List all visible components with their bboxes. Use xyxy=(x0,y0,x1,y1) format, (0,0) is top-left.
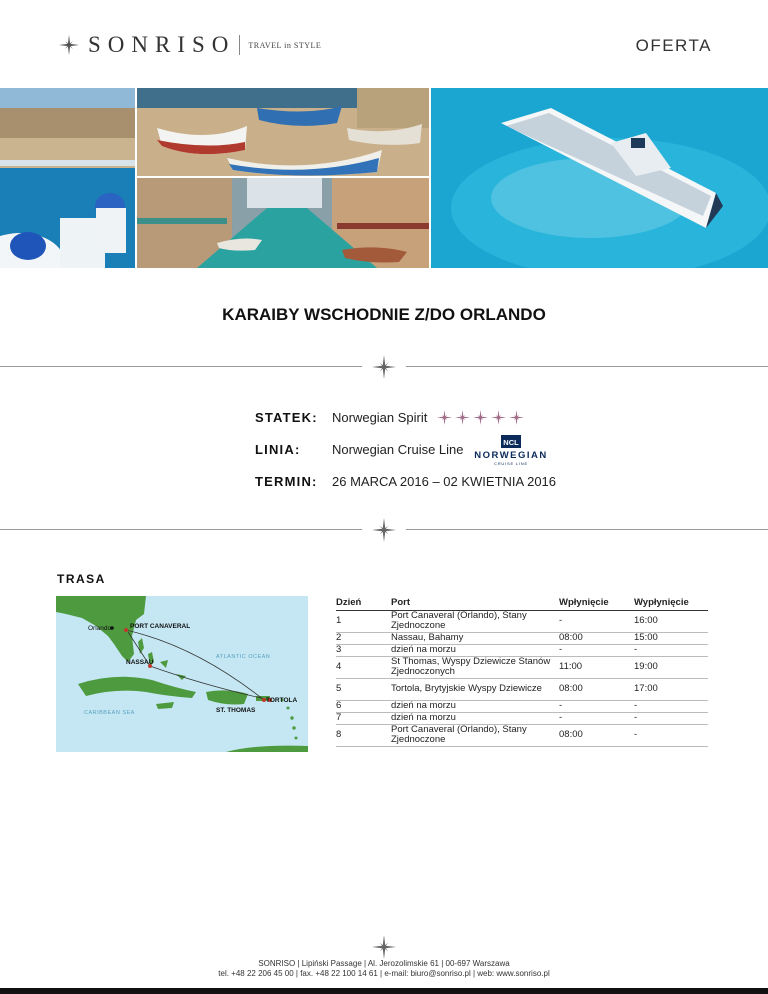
col-header-day: Dzień xyxy=(336,595,391,610)
photo-cruise-ship xyxy=(431,88,768,268)
section-divider xyxy=(0,355,768,379)
photo-fishing-boats xyxy=(137,88,429,176)
offer-label: OFERTA xyxy=(635,36,712,55)
rating-star-icon xyxy=(455,410,470,425)
brand-logo xyxy=(58,33,321,57)
ship-value: Norwegian Spirit xyxy=(332,410,428,425)
footer-address: SONRISO | Lipiński Passage | Al. Jerozolimskie 61 | 00-697 Warszawa xyxy=(258,959,510,968)
photo-santorini xyxy=(0,88,135,268)
term-label: TERMIN: xyxy=(255,474,318,489)
table-row xyxy=(336,644,708,656)
cell-port: dzień na morzu xyxy=(391,700,559,712)
compass-star-icon xyxy=(372,518,396,542)
col-header-arrive: Wpłynięcie xyxy=(559,595,634,610)
map-label-port-canaveral: PORT CANAVERAL xyxy=(130,623,191,630)
cell-day: 5 xyxy=(336,678,391,700)
table-row xyxy=(336,678,708,700)
cell-arrive: - xyxy=(559,700,634,712)
map-label-atlantic: ATLANTIC OCEAN xyxy=(216,654,271,660)
cell-depart: - xyxy=(634,724,708,746)
brand-name: SONRISO xyxy=(88,32,236,57)
cell-arrive: 11:00 xyxy=(559,656,634,678)
compass-star-icon xyxy=(372,935,396,959)
footer-contacts: tel. +48 22 206 45 00 | fax. +48 22 100 14 61 | e-mail: biuro@sonriso.pl | web: www.sonriso.pl xyxy=(218,969,550,978)
itinerary-table xyxy=(336,595,708,747)
svg-text:CRUISE LINE: CRUISE LINE xyxy=(494,461,528,466)
table-row xyxy=(336,712,708,724)
cell-port: Tortola, Brytyjskie Wyspy Dziewicze xyxy=(391,678,559,700)
cell-day: 2 xyxy=(336,632,391,644)
cell-port: dzień na morzu xyxy=(391,644,559,656)
rating-star-icon xyxy=(473,410,488,425)
map-label-caribbean: CARIBBEAN SEA xyxy=(84,710,135,716)
table-row xyxy=(336,724,708,746)
route-map xyxy=(56,596,308,752)
section-divider xyxy=(0,518,768,542)
table-row xyxy=(336,656,708,678)
rating-star-icon xyxy=(491,410,506,425)
cell-arrive: 08:00 xyxy=(559,724,634,746)
cell-arrive: - xyxy=(559,644,634,656)
cell-depart: - xyxy=(634,644,708,656)
table-row xyxy=(336,632,708,644)
cell-day: 4 xyxy=(336,656,391,678)
cell-depart: 19:00 xyxy=(634,656,708,678)
bottom-bar xyxy=(0,988,768,994)
cell-arrive: - xyxy=(559,610,634,632)
map-label-nassau: NASSAU xyxy=(126,659,154,666)
cell-port: Port Canaveral (Orlando), Stany Zjednoczone xyxy=(391,724,559,746)
cell-arrive: 08:00 xyxy=(559,632,634,644)
cell-arrive: - xyxy=(559,712,634,724)
ship-label: STATEK: xyxy=(255,410,318,425)
map-label-st-thomas: ST. THOMAS xyxy=(216,707,256,714)
cell-day: 3 xyxy=(336,644,391,656)
cell-arrive: 08:00 xyxy=(559,678,634,700)
logo-separator xyxy=(239,35,240,55)
rating-star-icon xyxy=(437,410,452,425)
cell-port: Port Canaveral (Orlando), Stany Zjednoczone xyxy=(391,610,559,632)
cell-depart: - xyxy=(634,712,708,724)
col-header-port: Port xyxy=(391,595,559,610)
cell-day: 7 xyxy=(336,712,391,724)
cell-port: dzień na morzu xyxy=(391,712,559,724)
term-value: 26 MARCA 2016 – 02 KWIETNIA 2016 xyxy=(332,474,557,489)
line-value: Norwegian Cruise Line xyxy=(332,442,464,457)
ncl-logo xyxy=(470,435,552,467)
cell-day: 8 xyxy=(336,724,391,746)
compass-star-icon xyxy=(372,355,396,379)
rating-star-icon xyxy=(509,410,524,425)
brand-tagline: TRAVEL in STYLE xyxy=(248,40,322,50)
cell-depart: 17:00 xyxy=(634,678,708,700)
page-title: KARAIBY WSCHODNIE Z/DO ORLANDO xyxy=(222,305,546,324)
compass-star-icon xyxy=(58,34,80,56)
cell-day: 6 xyxy=(336,700,391,712)
cell-port: St Thomas, Wyspy Dziewicze Stanów Zjednoczonych xyxy=(391,656,559,678)
line-label: LINIA: xyxy=(255,442,301,457)
map-label-orlando: Orlando xyxy=(88,625,112,632)
cell-depart: - xyxy=(634,700,708,712)
col-header-depart: Wypłynięcie xyxy=(634,595,708,610)
photo-venice-canal xyxy=(137,178,429,268)
footer-divider xyxy=(0,935,768,959)
footer-contact xyxy=(0,959,768,979)
map-label-tortola: TORTOLA xyxy=(266,697,298,704)
cell-port: Nassau, Bahamy xyxy=(391,632,559,644)
route-heading: TRASA xyxy=(57,572,106,586)
svg-text:NCL: NCL xyxy=(503,438,519,447)
cell-depart: 15:00 xyxy=(634,632,708,644)
table-header-row xyxy=(336,595,708,610)
ship-rating xyxy=(437,410,524,425)
svg-text:NORWEGIAN: NORWEGIAN xyxy=(474,450,548,461)
table-row xyxy=(336,610,708,632)
cell-depart: 16:00 xyxy=(634,610,708,632)
cell-day: 1 xyxy=(336,610,391,632)
table-row xyxy=(336,700,708,712)
